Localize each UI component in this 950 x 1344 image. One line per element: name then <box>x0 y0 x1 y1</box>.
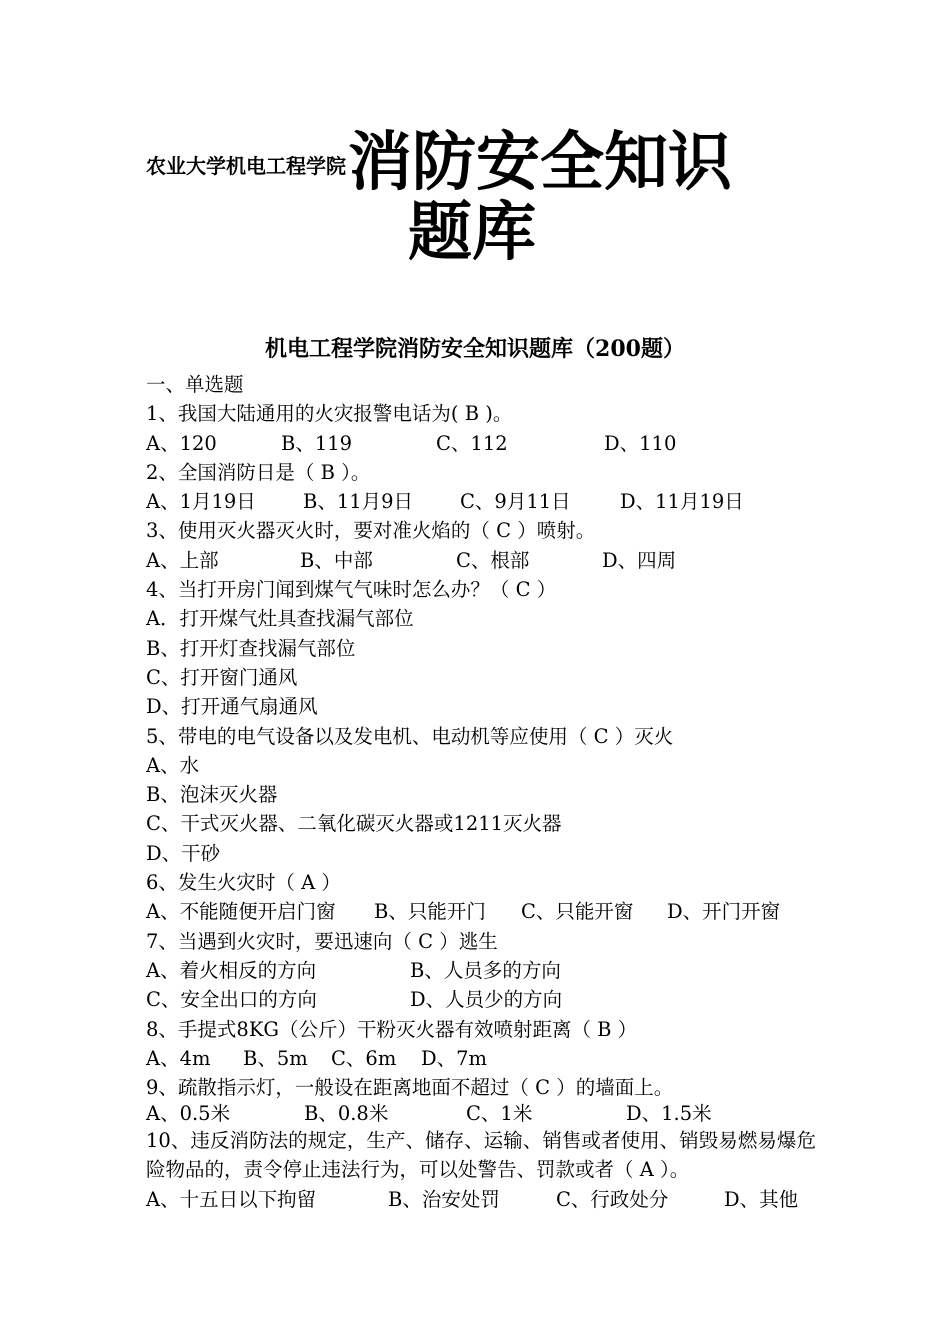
option-b: B、11月9日 <box>303 490 414 514</box>
question-9: 9、疏散指示灯，一般设在距离地面不超过（ C ）的墙面上。 <box>146 1076 674 1100</box>
question-2: 2、全国消防日是（ B ）。 <box>146 460 371 484</box>
question-6: 6、发生火灾时（ A ） <box>146 871 341 895</box>
option-a: A、水 <box>146 753 200 777</box>
option-a: A、上部 <box>146 548 219 572</box>
option-d: D、开门开窗 <box>667 900 781 924</box>
question-8-options <box>146 1044 816 1073</box>
option-a: A、着火相反的方向 <box>146 958 317 982</box>
question-1-options <box>146 429 816 458</box>
option-a: A、0.5米 <box>146 1102 231 1126</box>
title-main-line2: 题库 <box>408 196 536 270</box>
option-d: D、干砂 <box>146 841 221 865</box>
title-prefix: 农业大学机电工程学院 <box>146 154 346 178</box>
option-a: A、1月19日 <box>146 490 256 514</box>
question-3-options <box>146 546 816 575</box>
option-b: B、人员多的方向 <box>410 958 561 982</box>
option-c: C、打开窗门通风 <box>146 665 298 689</box>
option-a: A、不能随便开启门窗 <box>146 900 336 924</box>
question-7: 7、当遇到火灾时，要迅速向（ C ）逃生 <box>146 929 498 953</box>
question-8: 8、手提式8KG（公斤）干粉灭火器有效喷射距离（ B ） <box>146 1017 638 1041</box>
option-b: B、0.8米 <box>304 1102 389 1126</box>
document-title <box>146 128 836 268</box>
option-c: C、112 <box>436 431 508 455</box>
question-7-options-ab <box>146 956 816 985</box>
option-c: C、根部 <box>456 548 530 572</box>
option-d: D、1.5米 <box>626 1102 712 1126</box>
question-1: 1、我国大陆通用的火灾报警电话为( B )。 <box>146 402 513 426</box>
option-a: A、120 <box>146 431 217 455</box>
question-6-options <box>146 897 816 926</box>
option-d: D、打开通气扇通风 <box>146 695 318 719</box>
option-b: B、泡沫灭火器 <box>146 783 278 807</box>
title-main-line1: 消防安全知识 <box>348 126 732 200</box>
question-10-options <box>146 1185 816 1214</box>
option-c: C、干式灭火器、二氧化碳灭火器或1211灭火器 <box>146 812 562 836</box>
option-b: B、只能开门 <box>374 900 486 924</box>
option-b: B、119 <box>281 431 353 455</box>
question-10: 10、违反消防法的规定，生产、储存、运输、销售或者使用、销毁易燃易爆危险物品的，责令停止违法行为，可以处警告、罚款或者（ A ）。 <box>146 1129 816 1182</box>
question-9-options <box>146 1102 816 1126</box>
section-heading: 一、单选题 <box>146 373 244 396</box>
option-d: D、四周 <box>602 548 677 572</box>
option-a: A、4m <box>146 1046 211 1070</box>
option-a: A．打开煤气灶具查找漏气部位 <box>146 607 414 631</box>
option-b: B、打开灯查找漏气部位 <box>146 636 356 660</box>
option-d: D、7m <box>421 1046 488 1070</box>
option-b: B、5m <box>243 1046 308 1070</box>
option-b: B、中部 <box>300 548 373 572</box>
option-c: C、9月11日 <box>460 490 571 514</box>
option-d: D、其他 <box>724 1187 799 1211</box>
question-4: 4、当打开房门闻到煤气气味时怎么办？（ C ） <box>146 578 557 602</box>
option-c: C、行政处分 <box>556 1187 669 1211</box>
option-c: C、1米 <box>466 1102 533 1126</box>
option-b: B、治安处罚 <box>388 1187 500 1211</box>
option-d: D、11月19日 <box>620 490 744 514</box>
document-subtitle: 机电工程学院消防安全知识题库（200题） <box>265 336 685 362</box>
option-d: D、人员少的方向 <box>410 988 563 1012</box>
option-a: A、十五日以下拘留 <box>146 1187 317 1211</box>
option-d: D、110 <box>604 431 677 455</box>
question-2-options <box>146 487 816 516</box>
option-c: C、安全出口的方向 <box>146 988 317 1012</box>
question-list <box>146 370 816 1214</box>
question-3: 3、使用灭火器灭火时，要对准火焰的（ C ）喷射。 <box>146 519 596 543</box>
option-c: C、只能开窗 <box>521 900 634 924</box>
question-5: 5、带电的电气设备以及发电机、电动机等应使用（ C ）灭火 <box>146 724 674 748</box>
question-7-options-cd <box>146 985 816 1014</box>
option-c: C、6m <box>331 1046 397 1070</box>
